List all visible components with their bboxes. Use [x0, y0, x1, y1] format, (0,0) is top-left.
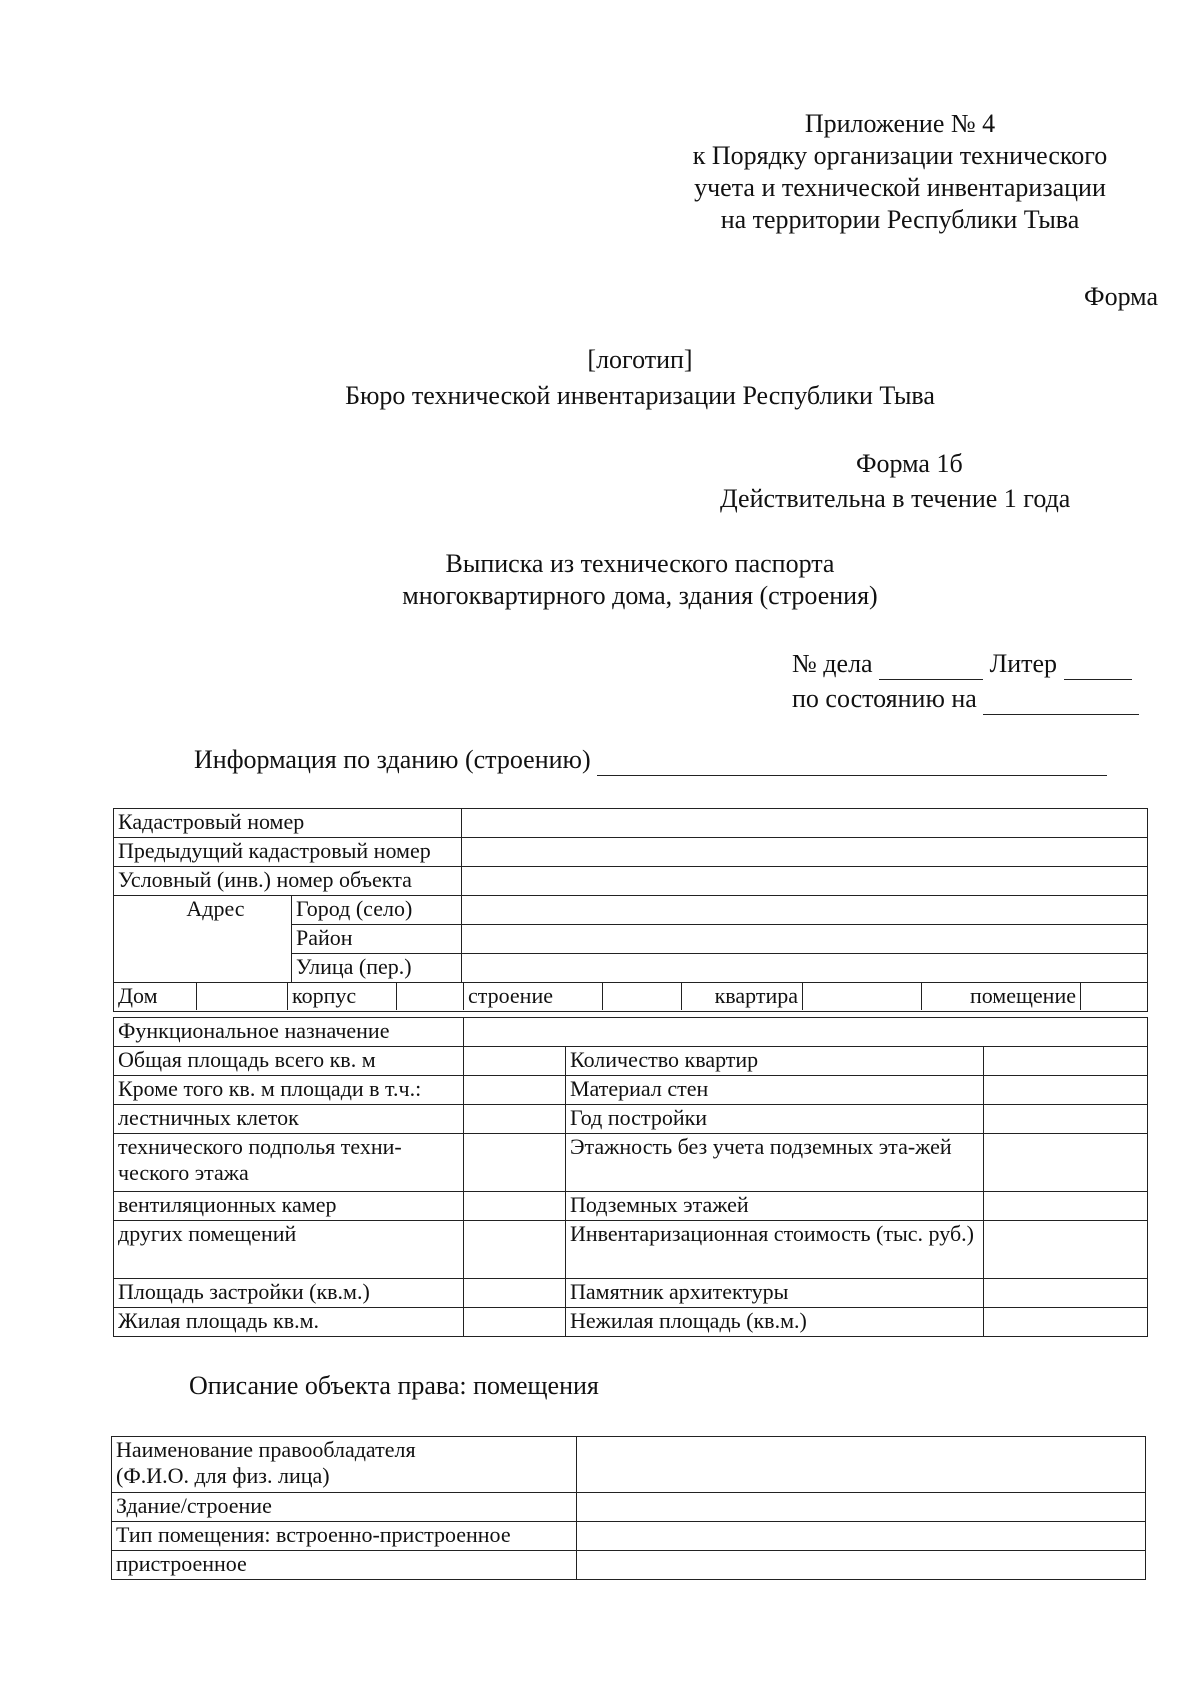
prev-cadastral-value[interactable]	[462, 838, 1148, 867]
row-holder	[112, 1437, 1146, 1493]
conditional-label: Условный (инв.) номер объекта	[114, 867, 462, 896]
appendix-line-2: к Порядку организации технического	[692, 141, 1108, 170]
living-area-value[interactable]	[464, 1308, 566, 1337]
apartment-value[interactable]	[803, 983, 922, 1010]
stairwells-label: лестничных клеток	[114, 1105, 464, 1134]
prev-cadastral-label: Предыдущий кадастровый номер	[114, 838, 462, 867]
case-number-field[interactable]	[879, 655, 983, 680]
city-value[interactable]	[462, 896, 1148, 925]
document-title-line-1: Выписка из технического паспорта	[445, 549, 835, 578]
non-living-area-value[interactable]	[984, 1308, 1148, 1337]
non-living-area-label: Нежилая площадь (кв.м.)	[566, 1308, 984, 1337]
characteristics-table	[113, 1017, 1148, 1337]
row-built-up-area	[114, 1279, 1148, 1308]
built-up-area-label: Площадь застройки (кв.м.)	[114, 1279, 464, 1308]
structure-value[interactable]	[603, 983, 682, 1010]
liter-label: Литер	[989, 649, 1058, 678]
state-date-field[interactable]	[983, 690, 1139, 715]
building-info-field[interactable]	[597, 751, 1107, 776]
row-other-rooms	[114, 1221, 1148, 1279]
holder-label-line-1: Наименование правообладателя	[116, 1437, 416, 1462]
underground-floors-label: Подземных этажей	[566, 1192, 984, 1221]
vent-chambers-label: вентиляционных камер	[114, 1192, 464, 1221]
appendix-header	[660, 108, 1140, 236]
floors-value[interactable]	[984, 1134, 1148, 1192]
form-label: Форма	[1084, 282, 1158, 311]
state-label: по состоянию на	[792, 684, 977, 713]
cadastral-label: Кадастровый номер	[114, 809, 462, 838]
apartments-count-label: Количество квартир	[566, 1047, 984, 1076]
row-total-area	[114, 1047, 1148, 1076]
besides-label: Кроме того кв. м площади в т.ч.:	[114, 1076, 464, 1105]
floors-label: Этажность без учета подземных эта-жей	[566, 1134, 984, 1192]
appendix-line-3: учета и технической инвентаризации	[694, 173, 1106, 202]
underground-floors-value[interactable]	[984, 1192, 1148, 1221]
tech-underground-value[interactable]	[464, 1134, 566, 1192]
conditional-value[interactable]	[462, 867, 1148, 896]
case-line	[792, 648, 1132, 680]
row-living-area	[114, 1308, 1148, 1337]
inventory-cost-value[interactable]	[984, 1221, 1148, 1279]
monument-value[interactable]	[984, 1279, 1148, 1308]
case-label: № дела	[792, 649, 873, 678]
living-area-label: Жилая площадь кв.м.	[114, 1308, 464, 1337]
building-value[interactable]	[397, 983, 464, 1010]
apartments-count-value[interactable]	[984, 1047, 1148, 1076]
appendix-line-1: Приложение № 4	[804, 109, 996, 138]
form-number: Форма 1б	[856, 449, 963, 478]
building-info-line	[194, 744, 1107, 776]
building-label: корпус	[288, 983, 397, 1010]
holder-label-line-2: (Ф.И.О. для физ. лица)	[116, 1463, 330, 1488]
total-area-value[interactable]	[464, 1047, 566, 1076]
row-city	[114, 896, 1148, 925]
attached-label: пристроенное	[112, 1551, 577, 1580]
house-label: Дом	[114, 983, 197, 1010]
district-value[interactable]	[462, 925, 1148, 954]
year-built-label: Год постройки	[566, 1105, 984, 1134]
holder-value[interactable]	[577, 1437, 1146, 1493]
liter-field[interactable]	[1064, 655, 1132, 680]
document-title	[0, 548, 1200, 612]
wall-material-value[interactable]	[984, 1076, 1148, 1105]
validity: Действительна в течение 1 года	[720, 484, 1071, 513]
rights-section-label: Описание объекта права: помещения	[189, 1371, 599, 1400]
purpose-label: Функциональное назначение	[114, 1018, 464, 1047]
bureau-name: Бюро технической инвентаризации Республики Тыва	[345, 381, 935, 410]
apartment-label: квартира	[682, 983, 803, 1010]
premises-value[interactable]	[1081, 983, 1148, 1010]
building-info-table	[113, 808, 1148, 1012]
year-built-value[interactable]	[984, 1105, 1148, 1134]
logo-placeholder: [логотип]	[587, 345, 693, 374]
attached-value[interactable]	[577, 1551, 1146, 1580]
cadastral-value[interactable]	[462, 809, 1148, 838]
wall-material-label: Материал стен	[566, 1076, 984, 1105]
besides-value[interactable]	[464, 1076, 566, 1105]
room-type-value[interactable]	[577, 1522, 1146, 1551]
rights-table	[111, 1436, 1146, 1580]
monument-label: Памятник архитектуры	[566, 1279, 984, 1308]
row-building	[112, 1493, 1146, 1522]
row-cadastral	[114, 809, 1148, 838]
state-line	[792, 683, 1139, 715]
row-attached	[112, 1551, 1146, 1580]
built-up-area-value[interactable]	[464, 1279, 566, 1308]
total-area-label: Общая площадь всего кв. м	[114, 1047, 464, 1076]
other-rooms-value[interactable]	[464, 1221, 566, 1279]
row-prev-cadastral	[114, 838, 1148, 867]
row-vent-chambers	[114, 1192, 1148, 1221]
address-label: Адрес	[114, 896, 292, 983]
row-room-type	[112, 1522, 1146, 1551]
row-tech-underground	[114, 1134, 1148, 1192]
tech-underground-label: технического подполья техни-ческого этажа	[114, 1134, 464, 1192]
inventory-cost-label: Инвентаризационная стоимость (тыс. руб.)	[566, 1221, 984, 1279]
room-type-label: Тип помещения: встроенно-пристроенное	[112, 1522, 577, 1551]
street-label: Улица (пер.)	[292, 954, 462, 983]
premises-label: помещение	[922, 983, 1081, 1010]
appendix-line-4: на территории Республики Тыва	[720, 205, 1080, 234]
row-stairwells	[114, 1105, 1148, 1134]
district-label: Район	[292, 925, 462, 954]
structure-label: строение	[464, 983, 603, 1010]
row-house-details	[114, 983, 1148, 1012]
vent-chambers-value[interactable]	[464, 1192, 566, 1221]
street-value[interactable]	[462, 954, 1148, 983]
row-besides	[114, 1076, 1148, 1105]
building-type-label: Здание/строение	[112, 1493, 577, 1522]
holder-label	[112, 1437, 577, 1493]
stairwells-value[interactable]	[464, 1105, 566, 1134]
other-rooms-label: других помещений	[114, 1221, 464, 1279]
building-type-value[interactable]	[577, 1493, 1146, 1522]
row-conditional	[114, 867, 1148, 896]
city-label: Город (село)	[292, 896, 462, 925]
document-title-line-2: многоквартирного дома, здания (строения)	[402, 581, 878, 610]
purpose-value[interactable]	[464, 1018, 1148, 1047]
house-value[interactable]	[197, 983, 288, 1010]
building-info-label: Информация по зданию (строению)	[194, 745, 591, 774]
house-details	[114, 983, 1147, 1010]
row-purpose	[114, 1018, 1148, 1047]
